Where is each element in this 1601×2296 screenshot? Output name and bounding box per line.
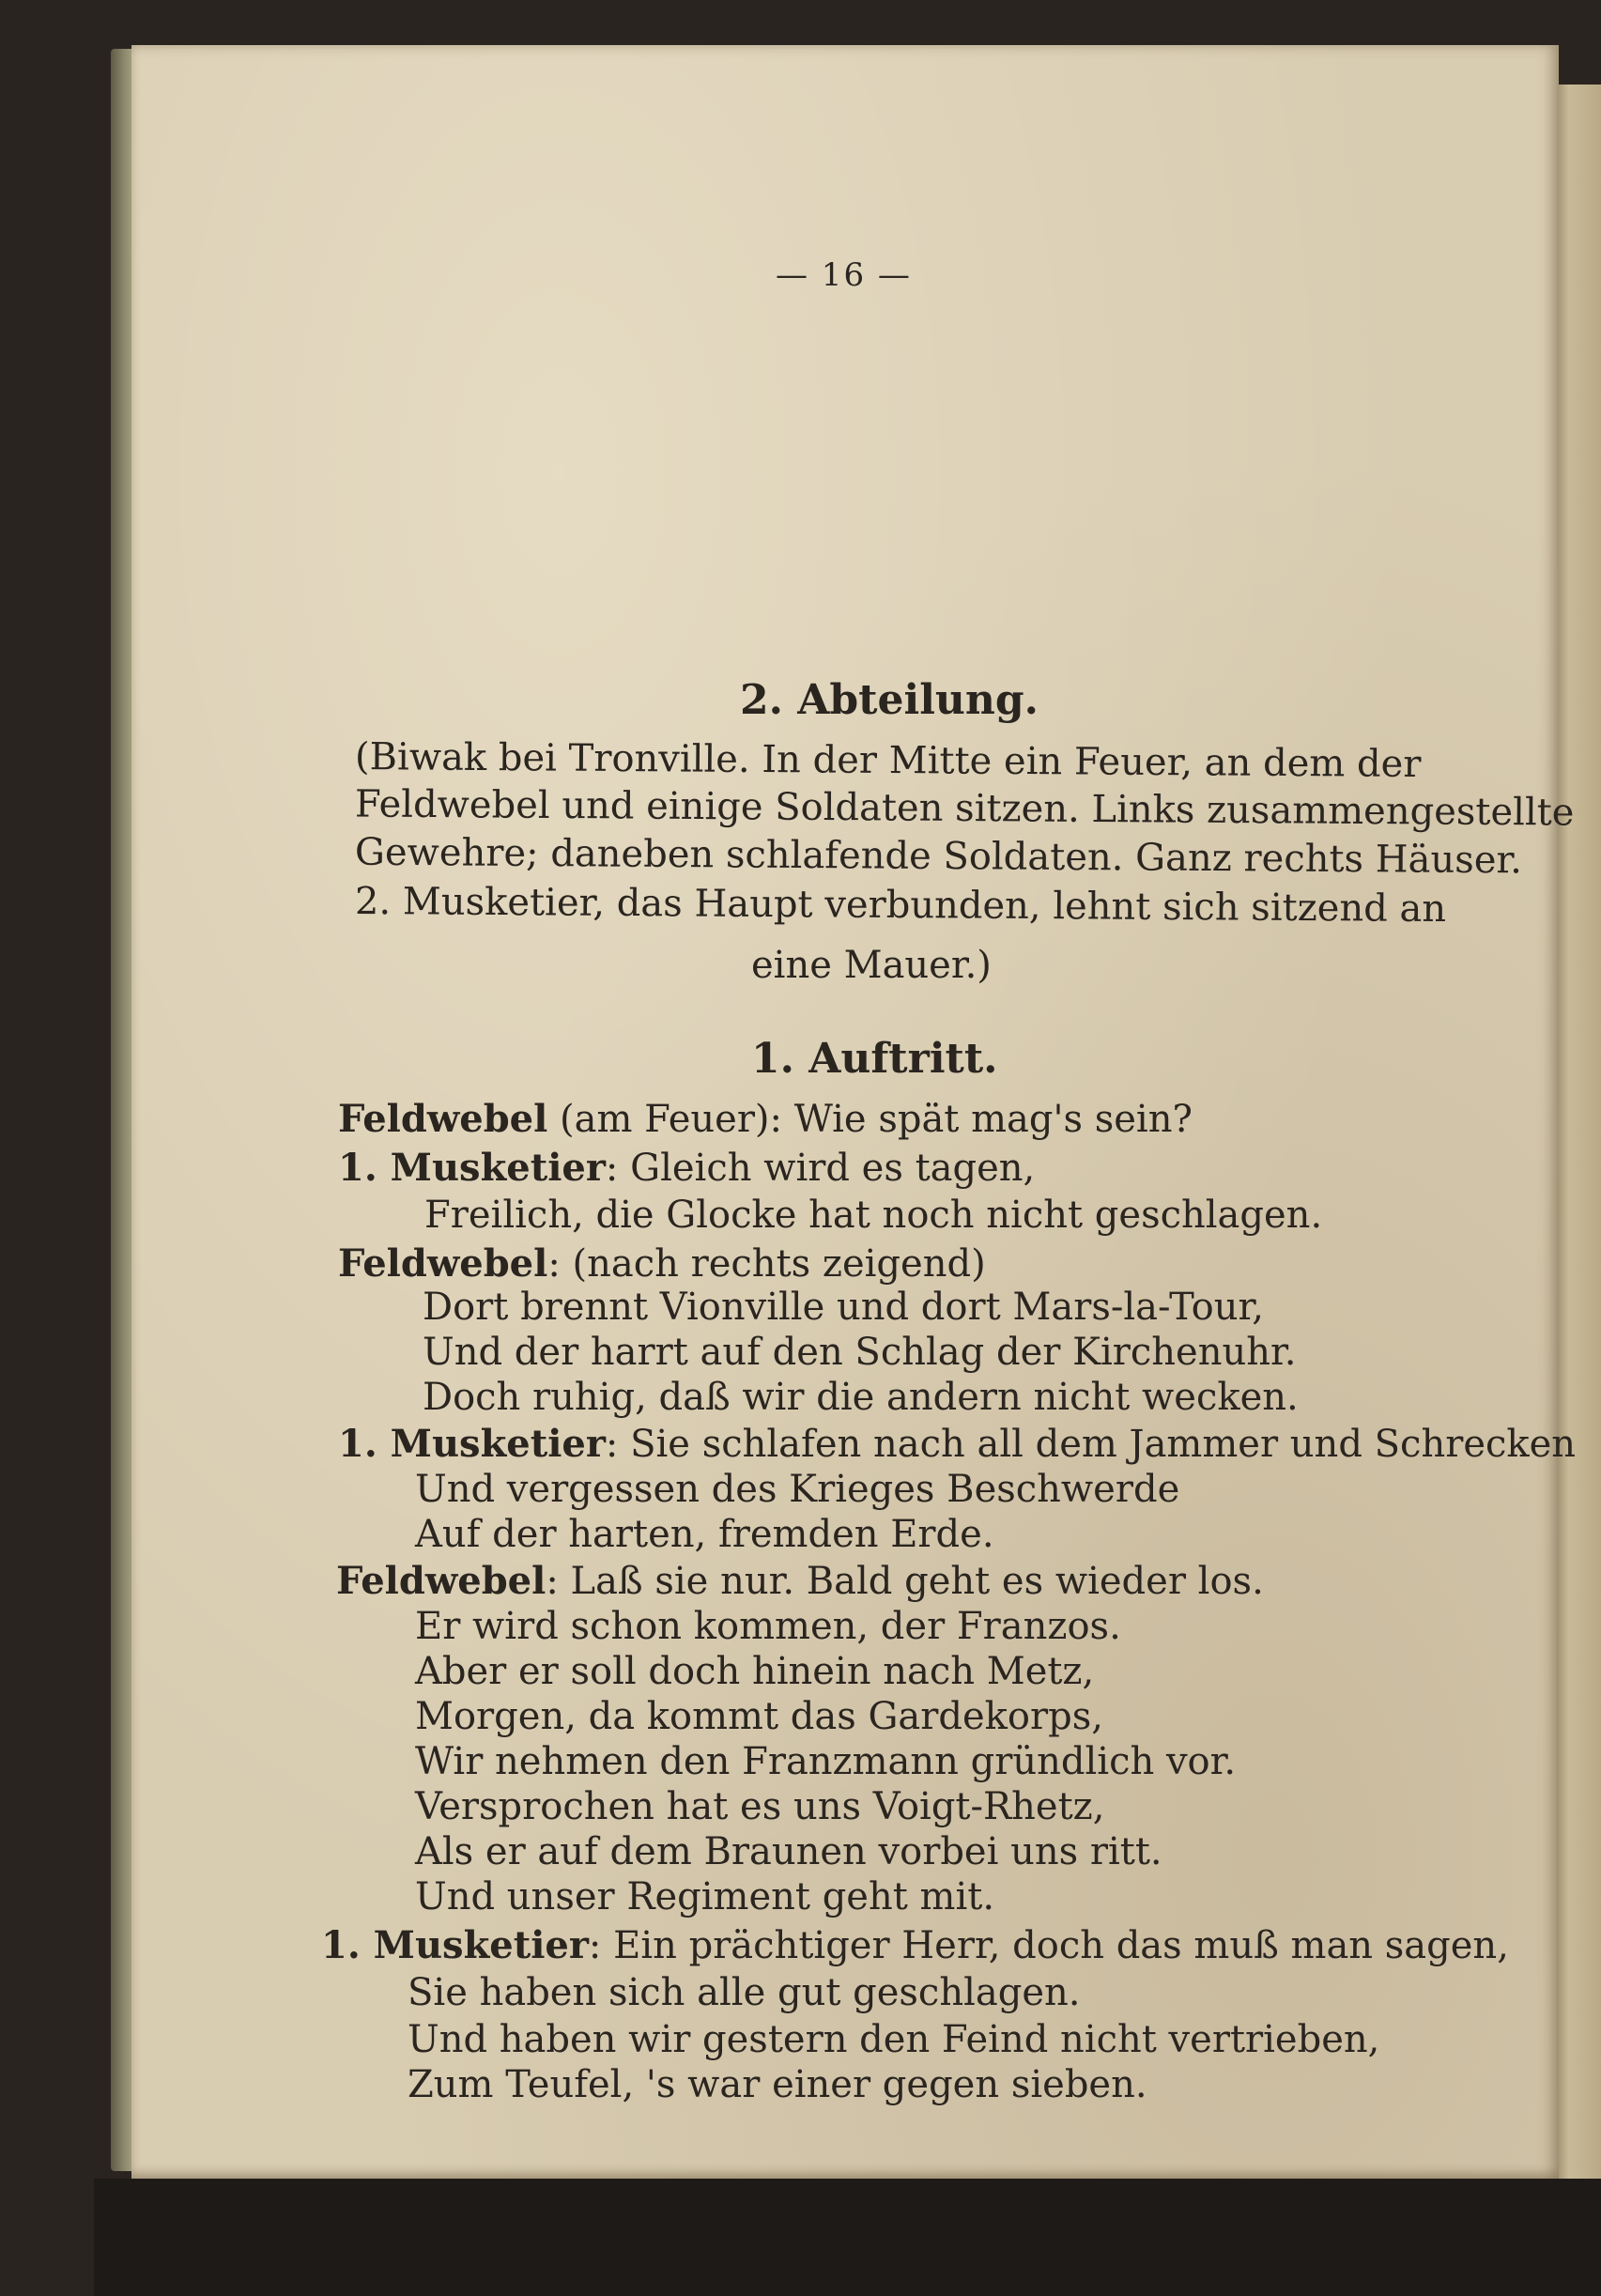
line-text: : Laß sie nur. Bald geht es wieder los. xyxy=(546,1560,1264,1603)
page-number: — 16 — xyxy=(776,256,912,294)
dialogue-line xyxy=(415,1605,1121,1648)
stage-direction-line: Gewehre; daneben schlafende Soldaten. Ganz rechts Häuser. xyxy=(354,830,1523,883)
line-text: (am Feuer): Wie spät mag's sein? xyxy=(547,1098,1193,1141)
dialogue-line xyxy=(338,1422,1577,1466)
dialogue-line xyxy=(321,1923,1509,1967)
speaker-label: Feldwebel xyxy=(338,1097,548,1141)
speaker-label: Feldwebel xyxy=(336,1559,546,1603)
dialogue-line xyxy=(415,1468,1180,1511)
dialogue-line xyxy=(423,1286,1264,1329)
line-text: : Sie schlafen nach all dem Jammer und Schrecken xyxy=(605,1423,1577,1466)
stage-direction-line: Feldwebel und einige Soldaten sitzen. Links zusammengestellte xyxy=(354,782,1575,835)
dialogue-line xyxy=(415,1513,994,1556)
speaker-label: 1. Musketier xyxy=(338,1422,606,1466)
dialogue-line xyxy=(408,2063,1147,2106)
line-text: Wir nehmen den Franzmann gründlich vor. xyxy=(415,1740,1237,1783)
speaker-label: 1. Musketier xyxy=(321,1923,589,1967)
line-text: Und unser Regiment geht mit. xyxy=(415,1875,995,1918)
dialogue-line xyxy=(415,1650,1095,1693)
dialogue-line xyxy=(338,1241,986,1286)
line-text: : (nach rechts zeigend) xyxy=(547,1242,986,1286)
line-text: Sie haben sich alle gut geschlagen. xyxy=(408,1971,1081,2014)
dialogue-line xyxy=(415,1695,1103,1738)
dialogue-line xyxy=(415,1785,1105,1828)
line-text: Und vergessen des Krieges Beschwerde xyxy=(415,1468,1180,1511)
background-below-page xyxy=(94,2179,1601,2296)
line-text: Freilich, die Glocke hat noch nicht geschlagen. xyxy=(424,1194,1323,1237)
speaker-label: Feldwebel xyxy=(338,1241,548,1286)
dialogue-line xyxy=(336,1559,1264,1603)
line-text: Doch ruhig, daß wir die andern nicht wecken. xyxy=(423,1376,1299,1419)
line-text: : Gleich wird es tagen, xyxy=(605,1147,1036,1190)
line-text: Aber er soll doch hinein nach Metz, xyxy=(415,1650,1095,1693)
stage-direction-line: 2. Musketier, das Haupt verbunden, lehnt sich sitzend an xyxy=(354,879,1447,932)
dialogue-line xyxy=(415,1740,1237,1783)
dialogue-line xyxy=(415,1875,995,1918)
dialogue-line xyxy=(415,1830,1162,1873)
dialogue-line xyxy=(423,1376,1299,1419)
line-text: Als er auf dem Braunen vorbei uns ritt. xyxy=(415,1830,1162,1873)
speaker-label: 1. Musketier xyxy=(338,1146,606,1190)
line-text: Und der harrt auf den Schlag der Kirchenuhr. xyxy=(423,1331,1297,1374)
section-heading: 2. Abteilung. xyxy=(740,676,1039,724)
scene-heading: 1. Auftritt. xyxy=(751,1035,998,1083)
dialogue-line xyxy=(338,1097,1193,1141)
line-text: Morgen, da kommt das Gardekorps, xyxy=(415,1695,1103,1738)
line-text: Dort brennt Vionville und dort Mars-la-Tour, xyxy=(423,1286,1264,1329)
dialogue-line xyxy=(408,2018,1380,2061)
stage-direction-line: eine Mauer.) xyxy=(751,944,992,987)
line-text: Und haben wir gestern den Feind nicht vertrieben, xyxy=(408,2018,1380,2061)
line-text: : Ein prächtiger Herr, doch das muß man sagen, xyxy=(588,1924,1509,1967)
line-text: Zum Teufel, 's war einer gegen sieben. xyxy=(408,2063,1147,2106)
book-page xyxy=(131,45,1577,2179)
dialogue-line xyxy=(408,1971,1081,2014)
line-text: Versprochen hat es uns Voigt-Rhetz, xyxy=(415,1785,1105,1828)
line-text: Er wird schon kommen, der Franzos. xyxy=(415,1605,1121,1648)
dialogue-line xyxy=(338,1146,1036,1190)
dialogue-line xyxy=(423,1331,1297,1374)
dialogue-line xyxy=(424,1194,1323,1237)
line-text: Auf der harten, fremden Erde. xyxy=(415,1513,994,1556)
stage-direction-line: (Biwak bei Tronville. In der Mitte ein Feuer, an dem der xyxy=(354,735,1422,786)
